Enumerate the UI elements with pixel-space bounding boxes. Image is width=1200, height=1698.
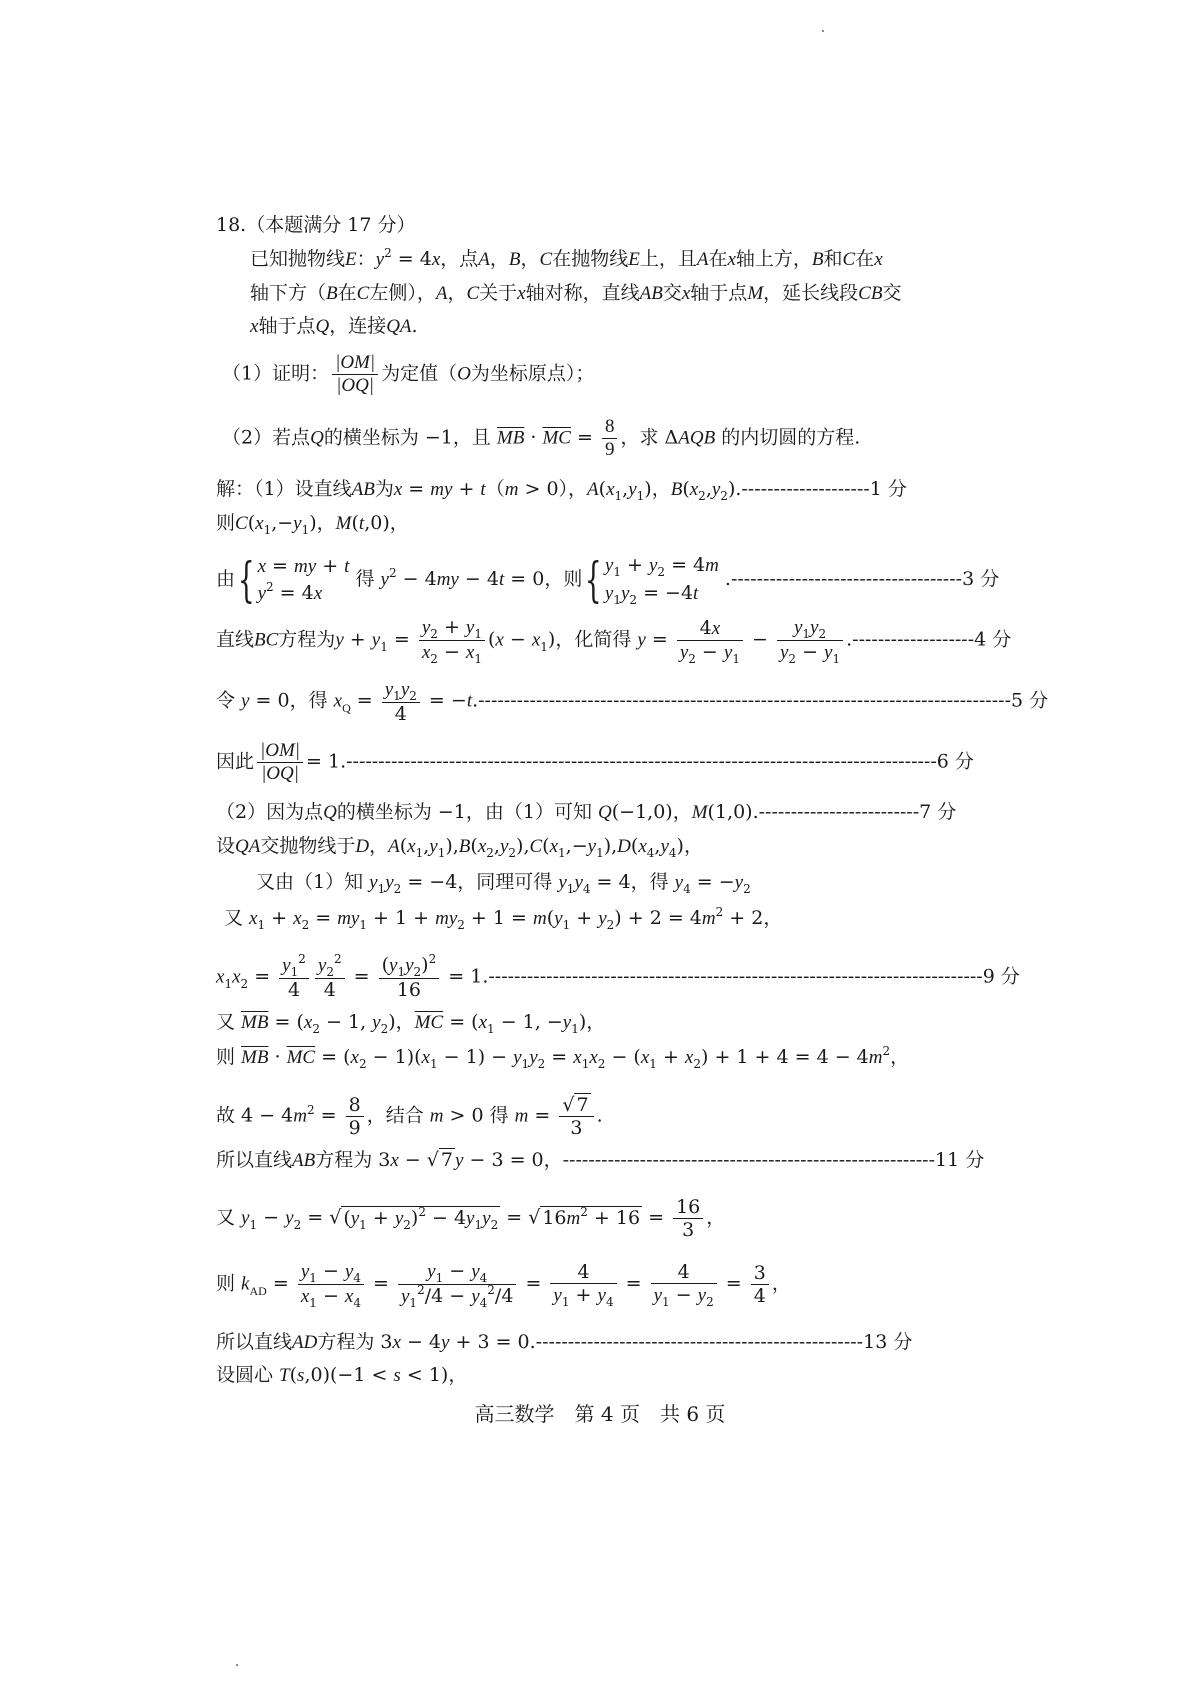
solution-line: 所以直线AD方程为 3x − 4y + 3 = 0.---------------------------------------------------13 分 [216, 1331, 913, 1353]
solution-line: 又 $\overline{MB} = (x_2 - 1$, $y_2$)，$\overline{MC} = (x_1 - 1$, $-y_1$)， [216, 1011, 606, 1036]
solution-line: 故 $4 - 4m^2$ = $\frac{8}{9}$ ，结合 m > 0 得 m = $\frac{√ 7}{3}$ . [216, 1094, 603, 1139]
problem-stem-line: 轴下方（B在C左侧），A，C关于x轴对称，直线AB交x轴于点M，延长线段CB交 [250, 282, 902, 304]
solution-line: （2）因为点Q的横坐标为 −1，由（1）可知 Q(−1,0)，M(1,0).-------------------------7 分 [216, 801, 957, 823]
score-mark: 1 分 [869, 478, 907, 500]
score-mark: 7 分 [919, 801, 957, 823]
score-mark: 5 分 [1011, 689, 1049, 712]
problem-part-2: （2）若点Q的横坐标为 −1，且 $\overline{MB} \cdot \overline{MC}$ = $\frac{8}{9}$ ，求 ΔAQB 的内切圆的方程. [222, 416, 861, 460]
solution-line: 则$C(x_1,-y_1)$，M(t,0)， [216, 512, 409, 537]
page-footer: 高三数学 第 4 页 共 6 页 [474, 1402, 726, 1426]
solution-line: 设圆心 T(s,0)(−1 < s < 1)， [216, 1364, 468, 1386]
solution-line: 又 $x_1 + x_2 = my_1 + 1 + my_2 + 1 = m(y_1 + y_2) + 2 = 4m^2 + 2$， [224, 905, 783, 932]
score-mark: 3 分 [962, 568, 1000, 590]
score-mark: 11 分 [935, 1149, 985, 1171]
solution-line: 因此 $\frac{|OM|}{|OQ|}$ = 1.--------------------------------------------------------------------------------------------6 分 [216, 740, 974, 784]
problem-part-1: （1）证明： $\frac{|OM|}{|OQ|}$ 为定值（O为坐标原点）； [222, 352, 595, 396]
solution-line: 所以直线AB方程为 3x − √ 7 y − 3 = 0，----------------------------------------------------------11 分 [216, 1149, 985, 1171]
score-mark: 4 分 [974, 628, 1012, 651]
problem-stem-line: x轴于点Q，连接QA. [250, 315, 418, 337]
solution-line: 令 y = 0，得 $x_Q$ = $\frac{y_1y_2}{4}$ = −t.-----------------------------------------------------------------------------------5 分 [216, 679, 1049, 725]
scan-speck [822, 30, 824, 32]
score-mark: 6 分 [936, 750, 974, 773]
solution-line: 则 $\overline{MB} \cdot \overline{MC} = (x_2 - 1)(x_1 - 1) - y_1y_2 = x_1x_2 - (x_1 + x_2) + 1 + 4 = 4 - 4m^2$， [216, 1044, 910, 1071]
solution-line: 直线BC方程为$y + y_1$ = $\frac{y_2 + y_1}{x_2 - x_1}$ $(x - x_1)$，化简得 y = $\frac{4x}{y_2 - y_1}$ − $\frac{y_1y_2}{y_2 - y_1}$ .-------------------4 分 [216, 616, 1012, 666]
solution-line: $x_1x_2$ = $\frac{y_1^2}{4}$ $\frac{y_2^2}{4}$ = $\frac{(y_1y_2)^2}{16}$ = 1.-----------------------------------------------------------------------------9 分 [216, 952, 1020, 1001]
solution-line: 由{ x = my + t $y^2 = 4x$ 得 $y^2 - 4my - 4t = 0$，则{ $y_1 + y_2 = 4m$ $y_1y_2 = -4t$ .------------------------------------3 分 [216, 552, 1000, 608]
problem-stem-line: 已知抛物线E：$y^2 = 4x$，点A，B，C在抛物线E上，且A在x轴上方，B和C在x [250, 246, 883, 270]
score-mark: 9 分 [982, 965, 1020, 988]
solution-line: 又 $y_1 - y_2$ = √ $(y_1 + y_2)^2 - 4y_1y_2$ = √ $16m^2 + 16$ = $\frac{16}{3}$ ， [216, 1196, 726, 1241]
problem-header: 18.（本题满分 17 分） [216, 214, 416, 236]
score-mark: 13 分 [863, 1331, 913, 1353]
solution-line: 设QA交抛物线于D，$A(x_1,y_1),B(x_2,y_2),C(x_1,-y_1),D(x_4,y_4)$， [216, 835, 703, 860]
solution-line: 解：（1）设直线AB为x = my + t（m > 0），$A(x_1,y_1)$，$B(x_2,y_2).--------------------1$ 分 [216, 478, 907, 503]
solution-line: 又由（1）知 $y_1y_2 = -4$，同理可得 $y_1y_4 = 4$，得 $y_4 = -y_2$ [256, 871, 751, 896]
solution-line: 则 $k_{AD}$ = $\frac{y_1 - y_4}{x_1 - x_4}$ = $\frac{y_1 - y_4}{y_1^2/4 - y_4^2/4}$ = $\frac{4}{y_1 + y_4}$ = $\frac{4}{y_1 - y_2}$ = $\frac{3}{4}$ ， [216, 1260, 791, 1310]
scan-speck [236, 1664, 238, 1666]
